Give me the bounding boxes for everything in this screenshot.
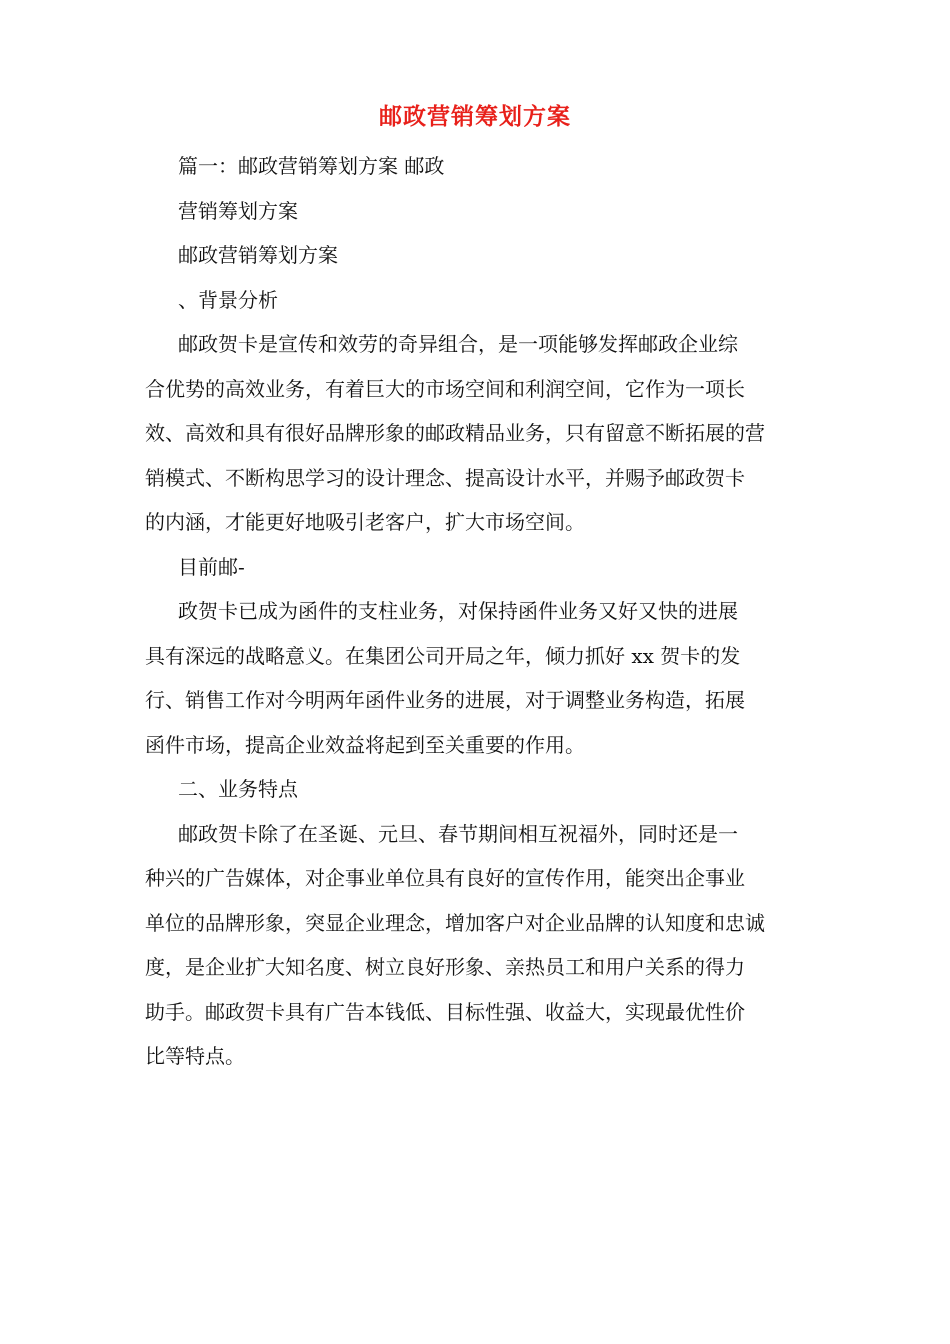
text-line: 行、销售工作对今明两年函件业务的进展，对于调整业务构造，拓展 — [145, 688, 745, 712]
text-line: 、背景分析 — [178, 287, 278, 312]
text-line: 目前邮- — [178, 554, 245, 579]
text-line: 合优势的高效业务，有着巨大的市场空间和利润空间，它作为一项长 — [145, 376, 745, 401]
text-line: 助手。邮政贺卡具有广告本钱低、目标性强、收益大，实现最优性价 — [145, 999, 745, 1024]
text-line: 比等特点。 — [145, 1044, 245, 1068]
text-line: 具有深远的战略意义。在集团公司开局之年，倾力抓好 xx 贺卡的发 — [145, 643, 741, 668]
text-line: 效、高效和具有很好品牌形象的邮政精品业务，只有留意不断拓展的营 — [145, 421, 765, 445]
text-line: 邮政贺卡是宣传和效劳的奇异组合，是一项能够发挥邮政企业综 — [178, 332, 738, 356]
text-line: 篇一：邮政营销筹划方案 邮政 — [178, 154, 445, 178]
text-line: 种兴的广告媒体，对企事业单位具有良好的宣传作用，能突出企事业 — [145, 866, 745, 890]
text-line: 营销筹划方案 — [178, 198, 298, 223]
document-body — [145, 144, 817, 1079]
text-line: 政贺卡已成为函件的支柱业务，对保持函件业务又好又快的进展 — [178, 599, 738, 623]
text-line: 邮政营销筹划方案 — [178, 243, 338, 267]
text-line: 邮政贺卡除了在圣诞、元旦、春节期间相互祝福外，同时还是一 — [178, 821, 738, 846]
text-line: 二、业务特点 — [178, 777, 298, 801]
text-line: 的内涵，才能更好地吸引老客户，扩大市场空间。 — [145, 510, 585, 534]
text-line: 度，是企业扩大知名度、树立良好形象、亲热员工和用户关系的得力 — [145, 955, 745, 979]
document-title: 邮政营销筹划方案 — [379, 103, 571, 130]
text-line: 单位的品牌形象，突显企业理念，增加客户对企业品牌的认知度和忠诚 — [145, 910, 765, 935]
text-line: 销模式、不断构思学习的设计理念、提高设计水平，并赐予邮政贺卡 — [145, 465, 745, 490]
text-line: 函件市场，提高企业效益将起到至关重要的作用。 — [145, 732, 585, 757]
